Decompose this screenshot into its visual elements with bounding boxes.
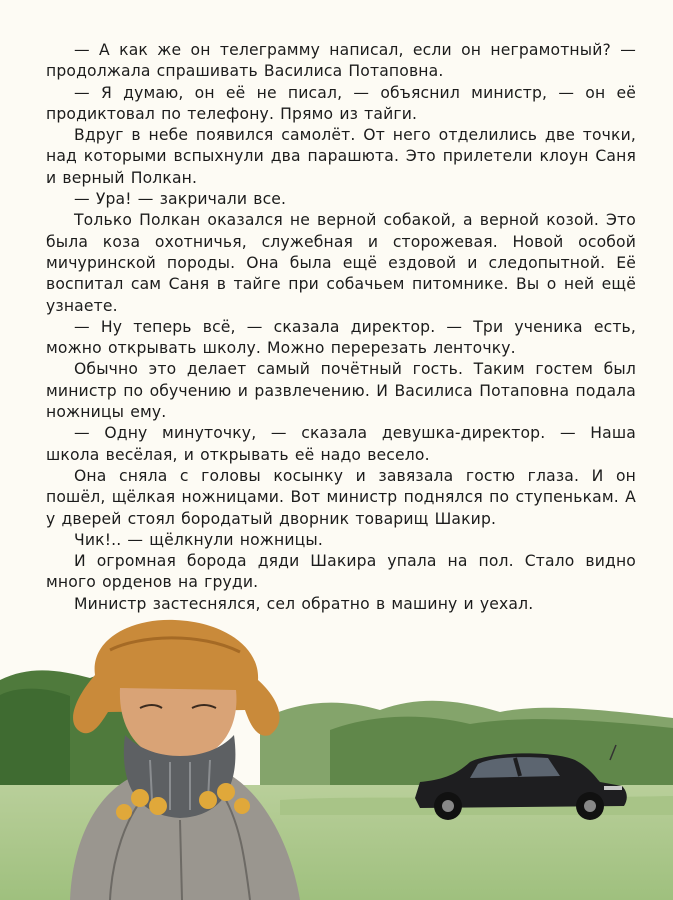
paragraph: Только Полкан оказался не верной собакой, а верной козой. Это была коза охотничья, служебная и сторожевая. Новой особой мичуринской породы. Она была ещё ездовой и следопытной. Её воспитал сам Саня в тайге при собачьем питомнике. Вы о ней ещё узнаете. — [46, 211, 636, 315]
paragraph: Она сняла с головы косынку и завязала гостю глаза. И он пошёл, щёлкая ножницами. Вот министр поднялся по ступенькам. А у дверей стоял бородатый дворник товарищ Шакир. — [46, 466, 636, 528]
paragraph: — А как же он телеграмму написал, если он неграмотный? — продолжала спрашивать Василиса Потаповна. — [46, 41, 636, 81]
paragraph: И огромная борода дяди Шакира упала на пол. Стало видно много орденов на груди. — [46, 552, 636, 592]
paragraph: — Ура! — закричали все. — [74, 190, 287, 209]
paragraph: Обычно это делает самый почётный гость. Таким гостем был министр по обучению и развлечению. И Василиса Потаповна подала ножницы ему. — [46, 360, 636, 422]
paragraph: Чик!.. — щёлкнули ножницы. — [74, 530, 323, 549]
paragraph: — Ну теперь всё, — сказала директор. — Три ученика есть, можно открывать школу. Можно перерезать ленточку. — [46, 317, 636, 358]
paragraph: — Я думаю, он её не писал, — объяснил министр, — он её продиктовал по телефону. Прямо из тайги. — [46, 83, 636, 123]
story-text — [46, 40, 636, 615]
paragraph: — Одну минуточку, — сказала девушка-директор. — Наша школа весёлая, и открывать её надо весело. — [46, 424, 636, 464]
illustration — [0, 600, 673, 900]
paragraph: Министр застеснялся, сел обратно в машину и уехал. — [74, 594, 534, 613]
paragraph: Вдруг в небе появился самолёт. От него отделились две точки, над которыми вспыхнули два парашюта. Это прилетели клоун Саня и верный Полкан. — [46, 126, 636, 187]
